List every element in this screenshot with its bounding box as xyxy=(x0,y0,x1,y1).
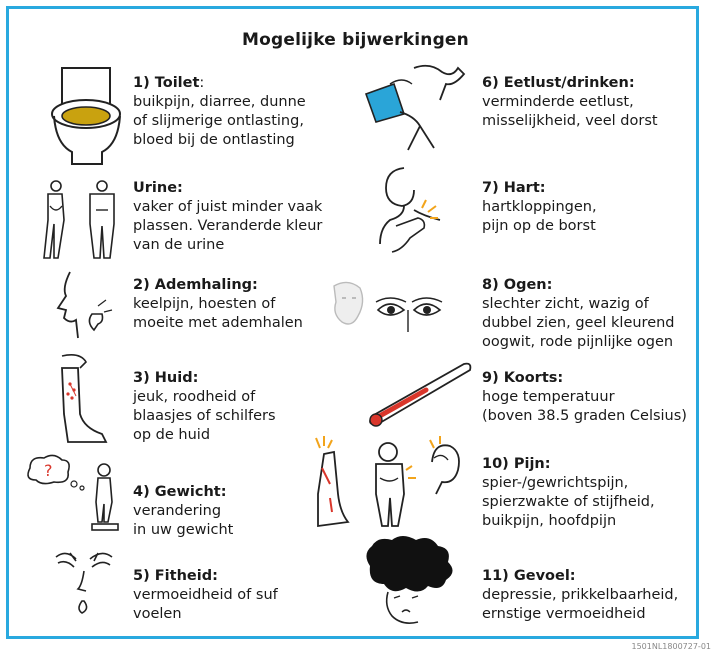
drinking-label xyxy=(482,74,658,131)
thermometer-icon xyxy=(364,360,474,430)
drinking-heading: 6) Eetlust/drinken: xyxy=(482,75,635,91)
urine-label xyxy=(133,179,322,255)
skin-heading: 3) Huid: xyxy=(133,370,199,386)
urine-description: vaker of juist minder vaak plassen. Veranderde kleur van de urine xyxy=(133,199,323,253)
page-title: Mogelijke bijwerkingen xyxy=(242,30,469,50)
weight-heading: 4) Gewicht: xyxy=(133,484,227,500)
eyes-icon xyxy=(330,280,470,344)
breathing-icon xyxy=(48,270,118,342)
pain-description: spier-/gewrichtspijn, spierzwakte of stijfheid, buikpijn, hoofdpijn xyxy=(482,475,655,529)
mood-heading: 11) Gevoel: xyxy=(482,568,576,584)
fatigue-description: vermoeidheid of suf voelen xyxy=(133,587,278,622)
svg-text:?: ? xyxy=(44,461,53,480)
eyes-description: slechter zicht, wazig of dubbel zien, geel kleurend oogwit, rode pijnlijke ogen xyxy=(482,296,675,350)
weight-label xyxy=(133,483,233,540)
toilet-heading: 1) Toilet: xyxy=(133,75,205,91)
fatigue-label xyxy=(133,567,278,624)
fever-description: hoge temperatuur (boven 38.5 graden Celsius) xyxy=(482,389,687,424)
toilet-icon xyxy=(48,64,126,168)
drinking-description: verminderde eetlust, misselijkheid, veel dorst xyxy=(482,94,658,129)
pain-heading: 10) Pijn: xyxy=(482,456,551,472)
document-code: 1501NL1800727-01 xyxy=(631,642,711,651)
pain-icon xyxy=(310,434,470,534)
skin-icon xyxy=(50,354,114,448)
weight-icon xyxy=(24,454,124,534)
eyes-label xyxy=(482,276,675,352)
fatigue-heading: 5) Fitheid: xyxy=(133,568,218,584)
eyes-heading: 8) Ogen: xyxy=(482,277,553,293)
urine-icon xyxy=(40,180,126,262)
skin-label xyxy=(133,369,276,445)
mood-label xyxy=(482,567,678,624)
toilet-description: buikpijn, diarree, dunne of slijmerige ontlasting, bloed bij de ontlasting xyxy=(133,94,306,148)
weight-description: verandering in uw gewicht xyxy=(133,503,234,538)
toilet-label xyxy=(133,74,306,150)
fever-label xyxy=(482,369,687,426)
drinking-icon xyxy=(360,64,470,154)
heart-label xyxy=(482,179,597,236)
urine-heading: Urine: xyxy=(133,180,183,196)
breathing-label xyxy=(133,276,303,333)
fatigue-icon xyxy=(52,549,118,619)
heart-heading: 7) Hart: xyxy=(482,180,546,196)
breathing-description: keelpijn, hoesten of moeite met ademhalen xyxy=(133,296,303,331)
pain-label xyxy=(482,455,655,531)
fever-heading: 9) Koorts: xyxy=(482,370,564,386)
skin-description: jeuk, roodheid of blaasjes of schilfers op de huid xyxy=(133,389,276,443)
mood-icon xyxy=(362,536,462,628)
heart-description: hartkloppingen, pijn op de borst xyxy=(482,199,597,234)
heart-icon xyxy=(374,164,458,260)
breathing-heading: 2) Ademhaling: xyxy=(133,277,258,293)
mood-description: depressie, prikkelbaarheid, ernstige vermoeidheid xyxy=(482,587,679,622)
